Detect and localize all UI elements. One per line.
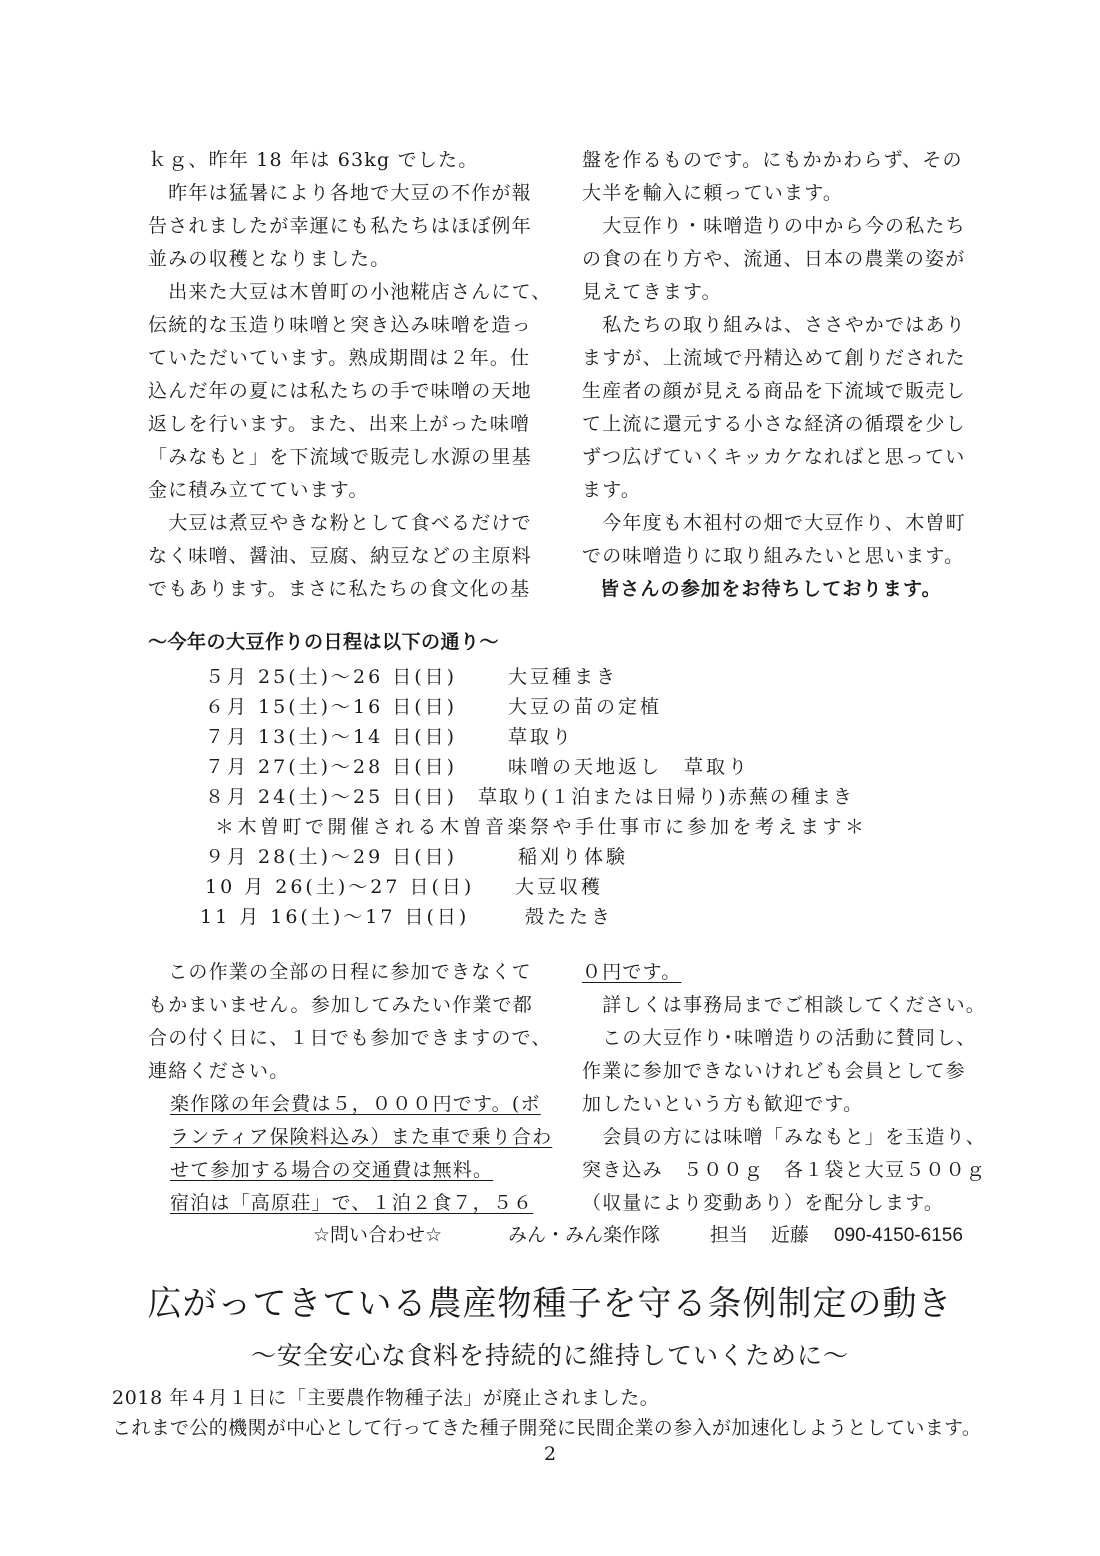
- schedule-task: 大豆収穫: [515, 876, 604, 898]
- fee-line: ランティア保険料込み）また車で乗り合わ: [170, 1126, 553, 1148]
- text-line: 大半を輸入に頼っています。: [582, 182, 844, 204]
- section-body-line: 2018 年４月１日に「主要農作物種子法」が廃止されました。: [112, 1387, 660, 1409]
- text-line: ｋｇ、昨年 18 年は 63kg でした。: [148, 149, 479, 171]
- text-line: ますが、上流域で丹精込めて創りだされた: [582, 347, 966, 369]
- text-line: 「みなもと」を下流域で販売し水源の里基: [148, 446, 532, 468]
- text-line: でもあります。まさに私たちの食文化の基: [148, 578, 531, 600]
- schedule-date: ９月 28(土)～29 日(日): [205, 846, 458, 868]
- contact-phone: 090-4150-6156: [834, 1225, 963, 1246]
- text-line: 昨年は猛暑により各地で大豆の不作が報: [148, 182, 532, 204]
- text-line: 今年度も木祖村の畑で大豆作り、木曽町: [582, 512, 966, 534]
- section-subtitle: ～安全安心な食料を持続的に維持していくために～: [250, 1342, 849, 1370]
- text-line: ます。: [582, 479, 642, 501]
- schedule-date: 10 月 26(土)～27 日(日): [205, 876, 475, 898]
- text-line: 告されましたが幸運にも私たちはほぼ例年: [148, 215, 532, 237]
- schedule-task: 草取り: [508, 726, 575, 748]
- schedule-date: 11 月 16(土)～17 日(日): [200, 906, 470, 928]
- text-line: ていただいています。熟成期間は２年。仕: [148, 347, 531, 369]
- fee-line: 楽作隊の年会費は５，０００円です。(ボ: [170, 1093, 541, 1115]
- text-line: の食の在り方や、流通、日本の農業の姿が: [582, 248, 966, 270]
- text-line: なく味噌、醤油、豆腐、納豆などの主原料: [148, 545, 532, 567]
- fee-line: せて参加する場合の交通費は無料。: [170, 1159, 494, 1181]
- contact-org: みん・みん楽作隊: [508, 1225, 661, 1246]
- lodging-line: 宿泊は「高原荘」で、１泊２食７，５６: [170, 1192, 534, 1214]
- page-number: 2: [543, 1443, 557, 1465]
- schedule-heading: ～今年の大豆作りの日程は以下の通り～: [148, 631, 500, 653]
- schedule-date: ５月 25(土)～26 日(日): [205, 666, 458, 688]
- text-line: 盤を作るものです。にもかかわらず、その: [582, 149, 963, 171]
- text-line: での味噌造りに取り組みたいと思います。: [582, 545, 965, 567]
- text-line: 込んだ年の夏には私たちの手で味噌の天地: [148, 380, 532, 402]
- text-line: 合の付く日に、１日でも参加できますので、: [148, 1027, 552, 1049]
- schedule-task: 大豆種まき: [508, 666, 619, 688]
- text-line: 連絡ください。: [148, 1060, 290, 1082]
- text-line: 加したいという方も歓迎です。: [582, 1093, 864, 1115]
- lodging-price: ０円です。: [582, 961, 682, 983]
- contact-label: ☆問い合わせ☆: [313, 1225, 443, 1246]
- schedule-task: 味噌の天地返し 草取り: [508, 756, 751, 778]
- text-line: 私たちの取り組みは、ささやかではあり: [582, 314, 966, 336]
- closing-invitation: 皆さんの参加をお待ちしております。: [600, 578, 942, 600]
- text-line: 突き込み ５００ｇ 各１袋と大豆５００ｇ: [582, 1159, 987, 1181]
- contact-person: 近藤: [771, 1225, 810, 1246]
- schedule-date: ８月 24(土)～25 日(日): [205, 786, 458, 808]
- schedule-task: 殻たたき: [525, 906, 614, 928]
- text-line: （収量により変動あり）を配分します。: [582, 1192, 945, 1214]
- text-line: もかまいません。参加してみたい作業で都: [148, 994, 533, 1016]
- text-line: 出来た大豆は木曽町の小池糀店さんにて、: [148, 281, 552, 303]
- schedule-date: ６月 15(土)～16 日(日): [205, 696, 458, 718]
- text-line: 並みの収穫となりました。: [148, 248, 391, 270]
- section-body-line: これまで公的機関が中心として行ってきた種子開発に民間企業の参入が加速化しようとしています。: [112, 1417, 982, 1439]
- text-line: この作業の全部の日程に参加できなくて: [148, 961, 532, 983]
- text-line: 伝統的な玉造り味噌と突き込み味噌を造っ: [148, 314, 532, 336]
- contact-role: 担当: [710, 1225, 749, 1246]
- text-line: 生産者の顔が見える商品を下流域で販売し: [582, 380, 966, 402]
- schedule-task: 大豆の苗の定植: [508, 696, 663, 718]
- text-line: 金に積み立てています。: [148, 479, 369, 501]
- text-line: 会員の方には味噌「みなもと」を玉造り、: [582, 1126, 987, 1148]
- text-line: 作業に参加できないけれども会員として参: [582, 1060, 966, 1082]
- schedule-note: ＊木曽町で開催される木曽音楽祭や手仕事市に参加を考えます＊: [215, 816, 868, 838]
- text-line: ずつ広げていくキッカケなればと思ってい: [582, 446, 966, 468]
- schedule-date: ７月 13(土)～14 日(日): [205, 726, 458, 748]
- schedule-task: 稲刈り体験: [518, 846, 629, 868]
- text-line: この大豆作り･味噌造りの活動に賛同し、: [582, 1027, 977, 1049]
- text-line: 大豆は煮豆やきな粉として食べるだけで: [148, 512, 532, 534]
- text-line: 大豆作り・味噌造りの中から今の私たち: [582, 215, 966, 237]
- schedule-task: 草取り(１泊または日帰り)赤蕪の種まき: [478, 786, 854, 808]
- section-title: 広がってきている農産物種子を守る条例制定の動き: [147, 1285, 953, 1323]
- schedule-date: ７月 27(土)～28 日(日): [205, 756, 458, 778]
- text-line: 詳しくは事務局までご相談してください。: [582, 994, 987, 1016]
- text-line: 返しを行います。また、出来上がった味噌: [148, 413, 531, 435]
- text-line: て上流に還元する小さな経済の循環を少し: [582, 413, 966, 435]
- text-line: 見えてきます。: [582, 281, 722, 303]
